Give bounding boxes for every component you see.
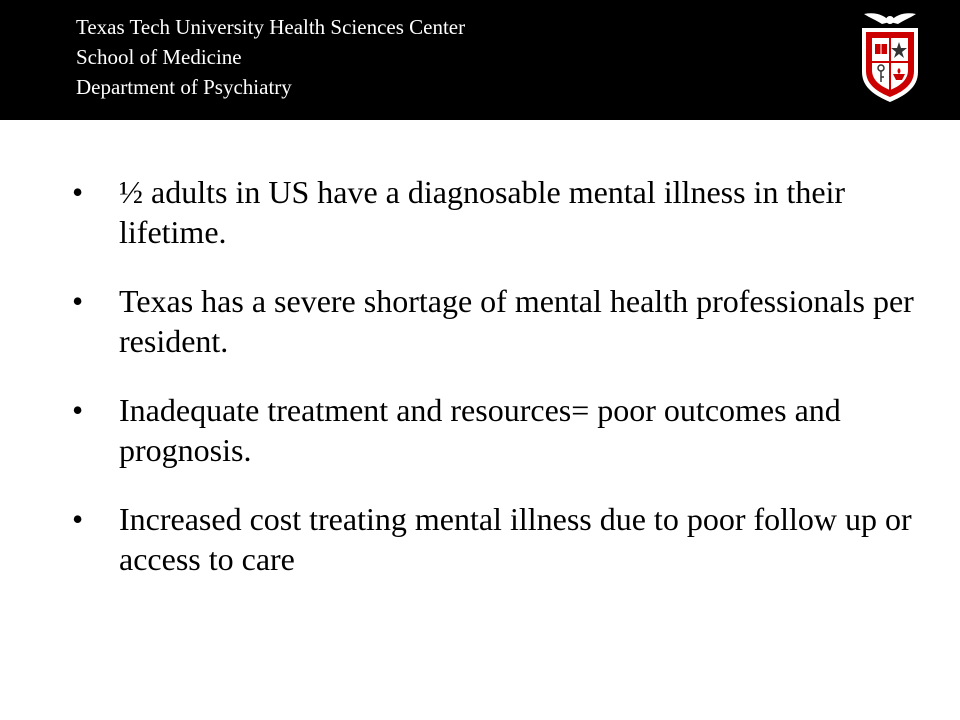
header-line-department: Department of Psychiatry (76, 75, 292, 99)
bullet-text: Inadequate treatment and resources= poor outcomes and prognosis. (119, 392, 841, 468)
bullet-text: ½ adults in US have a diagnosable mental illness in their lifetime. (119, 174, 846, 250)
bullet-mark: • (72, 501, 84, 537)
institution-header (76, 12, 465, 102)
list-item (60, 172, 920, 252)
header-line-university: Texas Tech University Health Sciences Center (76, 15, 466, 39)
list-item (60, 499, 920, 579)
bullet-text: Increased cost treating mental illness due to poor follow up or access to care (119, 501, 912, 577)
header-line-school: School of Medicine (76, 45, 242, 69)
bullet-mark: • (72, 174, 84, 210)
list-item (60, 390, 920, 470)
bullet-text: Texas has a severe shortage of mental health professionals per resident. (119, 283, 914, 359)
bullet-list (60, 172, 920, 608)
bullet-mark: • (72, 283, 84, 319)
ttuhsc-shield-logo-icon (858, 10, 922, 104)
header-bar (0, 0, 960, 120)
bullet-mark: • (72, 392, 84, 428)
list-item (60, 281, 920, 361)
